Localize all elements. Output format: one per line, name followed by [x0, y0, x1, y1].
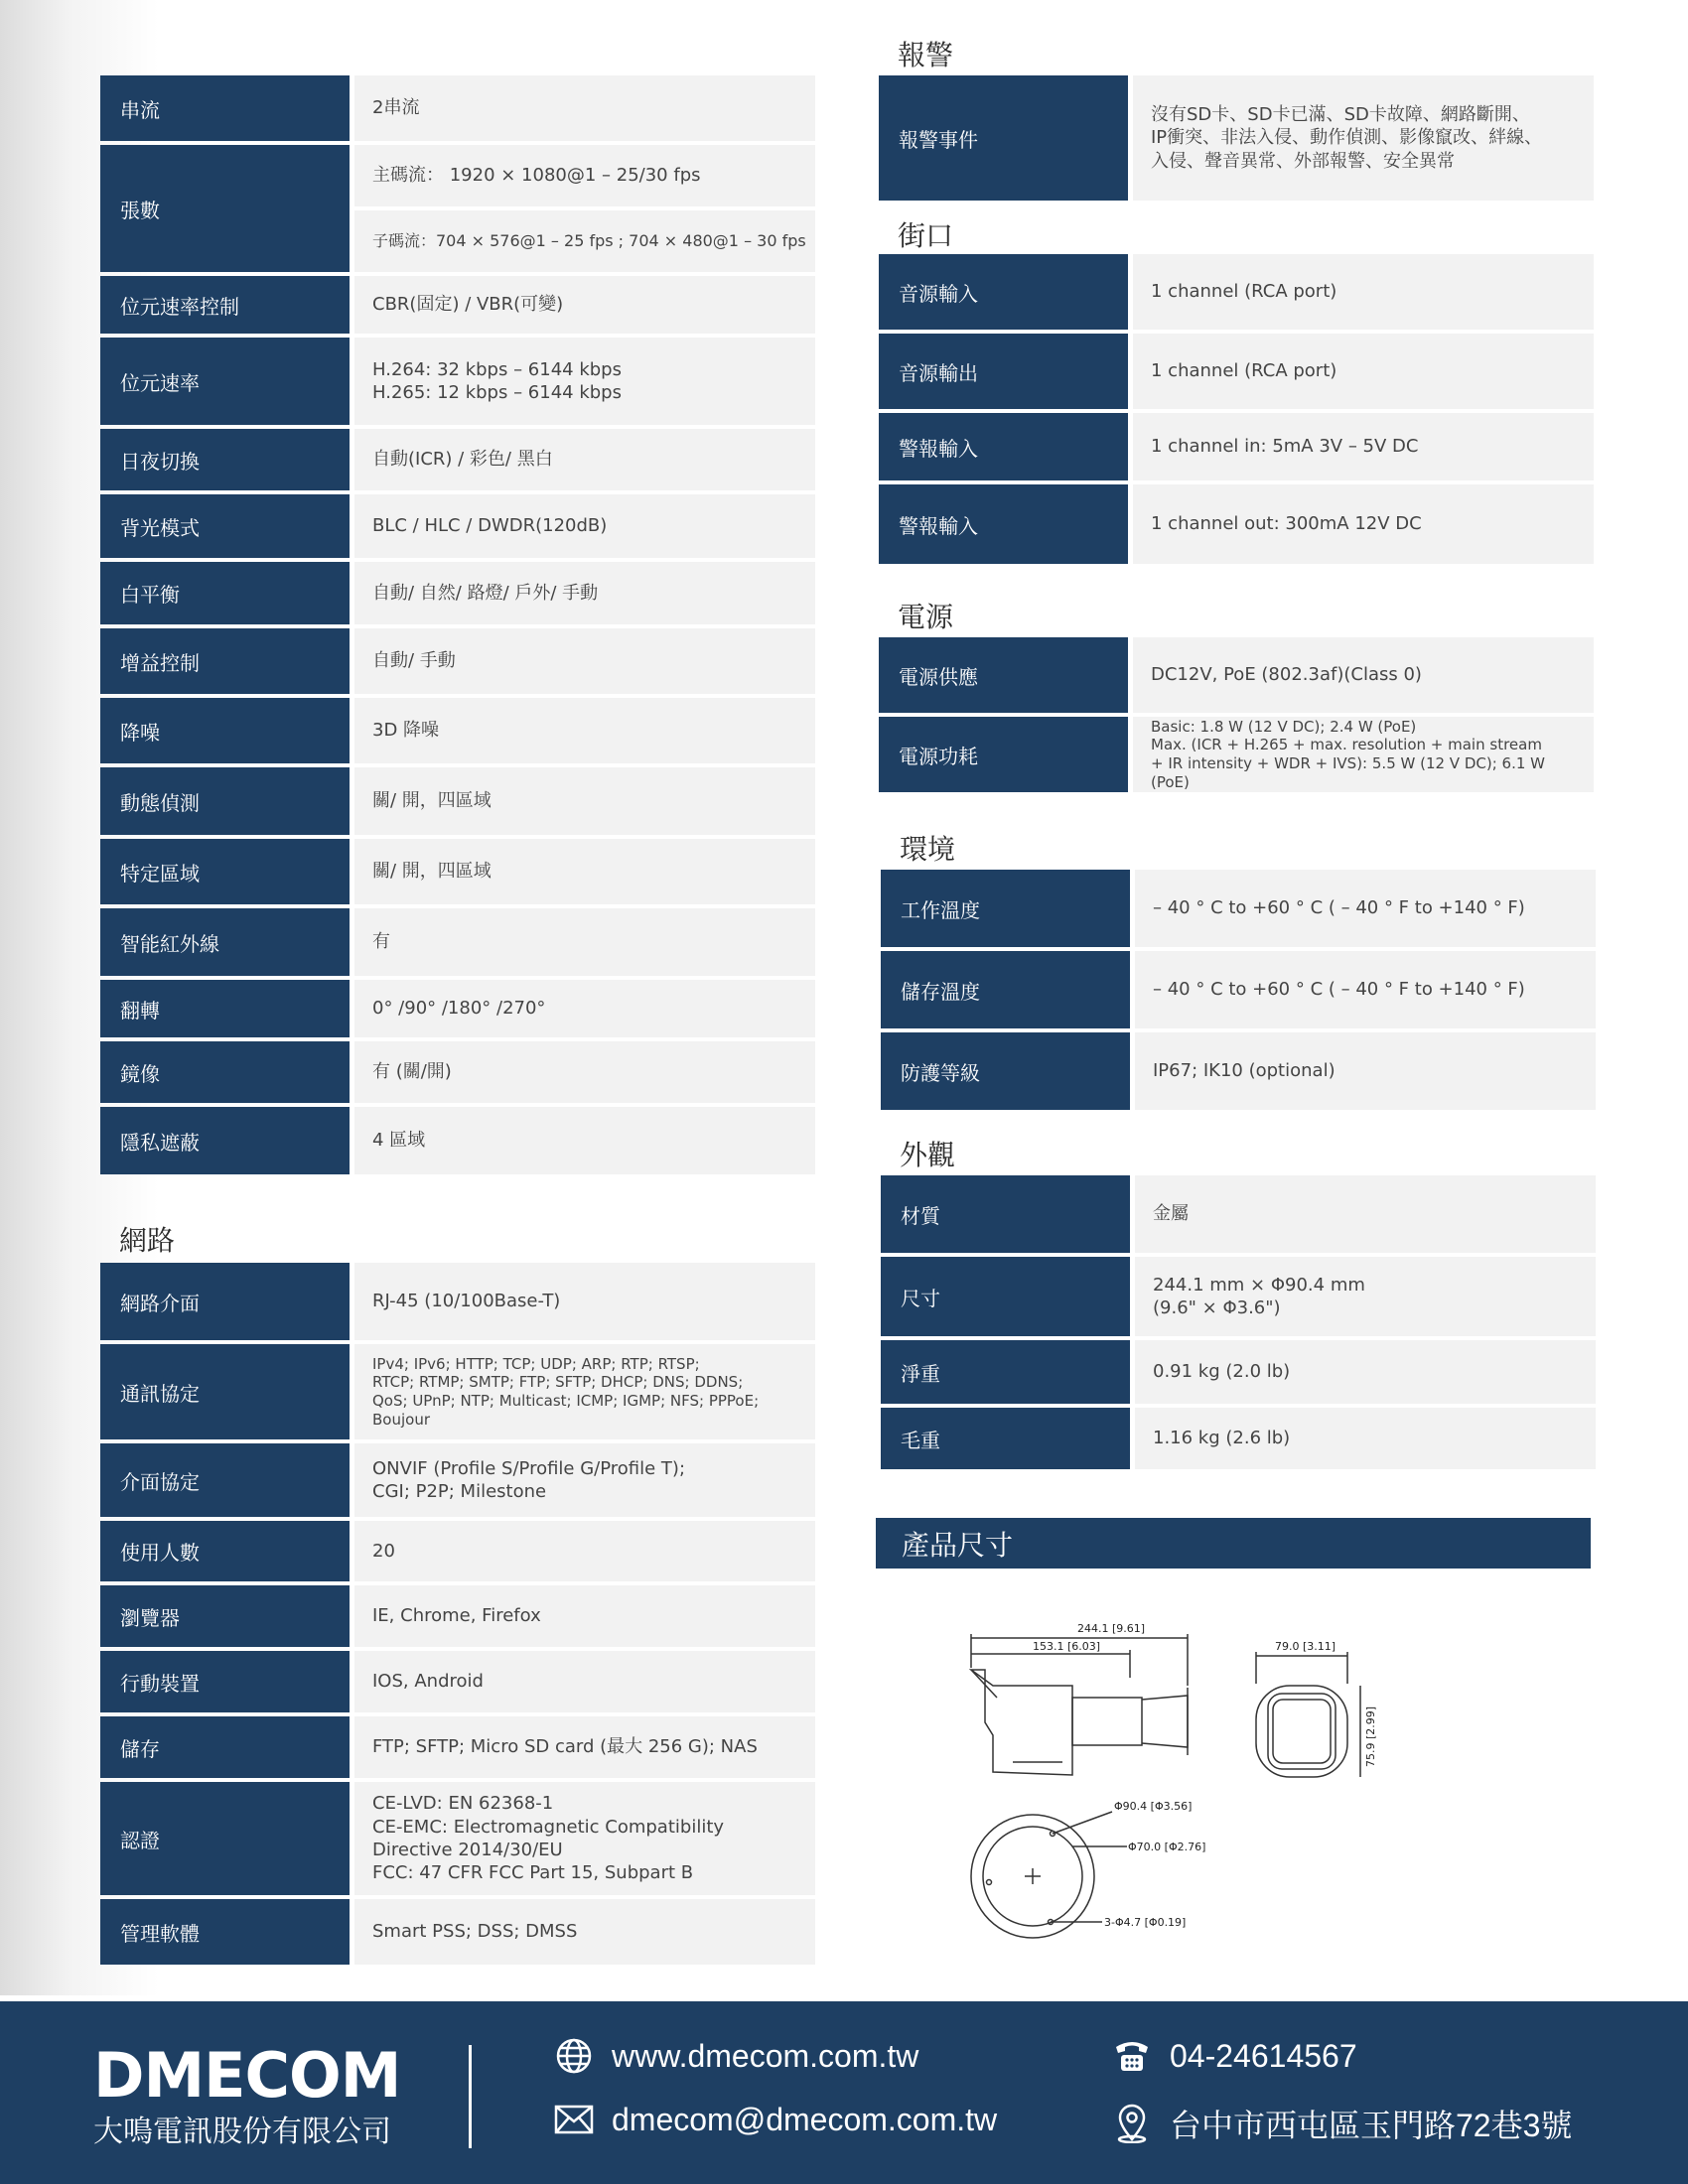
spec-value: CBR(固定) / VBR(可變)	[354, 276, 815, 334]
spec-line: (9.6" × Φ3.6")	[1153, 1297, 1281, 1318]
spec-row	[100, 1521, 815, 1581]
spec-label: 行動裝置	[100, 1651, 350, 1712]
section-heading-power: 電源	[898, 601, 954, 633]
spec-row	[881, 1257, 1596, 1336]
spec-label: 智能紅外線	[100, 908, 350, 976]
spec-value: 20	[354, 1521, 815, 1581]
spec-row	[879, 637, 1594, 713]
spec-subvalue: 主碼流： 1920 × 1080@1 – 25/30 fps	[354, 145, 815, 206]
spec-row	[879, 413, 1594, 480]
spec-value	[1135, 1257, 1596, 1336]
spec-line: Max. (ICR + H.265 + max. resolution + main stream	[1151, 736, 1542, 754]
spec-row	[100, 429, 815, 490]
spec-label: 報警事件	[879, 75, 1128, 201]
spec-row	[879, 717, 1594, 792]
spec-value: 1 channel in: 5mA 3V – 5V DC	[1133, 413, 1594, 480]
phone-contact[interactable]	[1110, 2037, 1357, 2075]
spec-label: 降噪	[100, 698, 350, 763]
spec-label: 音源輸入	[879, 254, 1128, 330]
spec-row	[879, 75, 1594, 201]
spec-label: 材質	[881, 1175, 1130, 1253]
spec-line: FCC: 47 CFR FCC Part 15, Subpart B	[372, 1862, 694, 1884]
spec-row	[100, 276, 815, 334]
address-text: 台中市西屯區玉門路72巷3號	[1170, 2108, 1573, 2143]
mail-icon	[552, 2101, 596, 2138]
dim-label-base-dia: Φ90.4 [Φ3.56]	[1114, 1800, 1193, 1813]
spec-value: 0° /90° /180° /270°	[354, 980, 815, 1037]
video-spec-table	[100, 75, 815, 1178]
spec-label: 音源輸出	[879, 334, 1128, 409]
spec-row	[881, 1408, 1596, 1469]
spec-label: 翻轉	[100, 980, 350, 1037]
spec-value: – 40 ° C to +60 ° C ( – 40 ° F to +140 ° F)	[1135, 870, 1596, 947]
website-link[interactable]: www.dmecom.com.tw	[612, 2037, 919, 2074]
spec-line: Directive 2014/30/EU	[372, 1840, 563, 1860]
spec-value: IE, Chrome, Firefox	[354, 1585, 815, 1647]
spec-label: 瀏覽器	[100, 1585, 350, 1647]
spec-label: 電源功耗	[879, 717, 1128, 792]
product-dimension-drawing	[953, 1608, 1509, 1946]
spec-label: 串流	[100, 75, 350, 141]
spec-row	[100, 980, 815, 1037]
camera-bracket	[1142, 1696, 1188, 1747]
location-pin-icon	[1110, 2105, 1154, 2142]
dim-label-front-height: 75.9 [2.99]	[1364, 1706, 1377, 1767]
spec-label: 鏡像	[100, 1041, 350, 1103]
spec-subvalue: 子碼流：704 × 576@1 – 25 fps ; 704 × 480@1 – 30 fps	[354, 210, 815, 272]
spec-label: 位元速率控制	[100, 276, 350, 334]
alarm-spec-table	[879, 75, 1594, 205]
dim-label-total: 244.1 [9.61]	[1077, 1622, 1146, 1635]
spec-value	[354, 338, 815, 425]
spec-row	[100, 1782, 815, 1895]
spec-label: 背光模式	[100, 494, 350, 558]
spec-label: 防護等級	[881, 1032, 1130, 1110]
spec-label: 毛重	[881, 1408, 1130, 1469]
spec-value	[354, 1344, 815, 1439]
spec-line: CGI; P2P; Milestone	[372, 1481, 547, 1502]
spec-value: 自動/ 自然/ 路燈/ 戶外/ 手動	[354, 562, 815, 624]
spec-label: 日夜切換	[100, 429, 350, 490]
spec-value: 1.16 kg (2.6 lb)	[1135, 1408, 1596, 1469]
spec-value: 0.91 kg (2.0 lb)	[1135, 1340, 1596, 1404]
spec-value: 1 channel (RCA port)	[1133, 334, 1594, 409]
dim-label-front-width: 79.0 [3.11]	[1275, 1640, 1336, 1653]
website-contact[interactable]	[552, 2037, 918, 2075]
spec-value: FTP; SFTP; Micro SD card (最大 256 G); NAS	[354, 1716, 815, 1778]
spec-row	[100, 1651, 815, 1712]
spec-row	[881, 1032, 1596, 1110]
spec-value: 關/ 開，四區域	[354, 839, 815, 904]
spec-label: 工作溫度	[881, 870, 1130, 947]
spec-line: RTCP; RTMP; SMTP; FTP; SFTP; DHCP; DNS; DDNS;	[372, 1373, 744, 1392]
spec-label: 網路介面	[100, 1263, 350, 1340]
spec-line: IPv4; IPv6; HTTP; TCP; UDP; ARP; RTP; RTSP;	[372, 1354, 700, 1373]
spec-label: 警報輸入	[879, 484, 1128, 564]
spec-line: Basic: 1.8 W (12 V DC); 2.4 W (PoE)	[1151, 717, 1417, 736]
dimensions-heading-bar	[876, 1518, 1591, 1569]
spec-value	[1133, 717, 1594, 792]
spec-row	[100, 908, 815, 976]
spec-line: QoS; UPnP; NTP; Multicast; ICMP; IGMP; NFS; PPPoE;	[372, 1392, 760, 1410]
dimensions-heading: 產品尺寸	[902, 1528, 1014, 1562]
spec-label: 電源供應	[879, 637, 1128, 713]
company-name: 大鳴電訊股份有限公司	[93, 2115, 391, 2149]
spec-label: 介面協定	[100, 1443, 350, 1517]
spec-row	[100, 1263, 815, 1340]
spec-line: H.264: 32 kbps – 6144 kbps	[372, 358, 622, 380]
spec-value: 2串流	[354, 75, 815, 141]
camera-front-lens-area	[1268, 1694, 1336, 1769]
dim-label-hole-circle: Φ70.0 [Φ2.76]	[1128, 1841, 1206, 1853]
spec-line: IP衝突、非法入侵、動作偵測、影像竄改、絆線、	[1151, 127, 1543, 149]
spec-label: 管理軟體	[100, 1899, 350, 1965]
spec-line: ONVIF (Profile S/Profile G/Profile T);	[372, 1457, 686, 1479]
spec-label: 淨重	[881, 1340, 1130, 1404]
spec-value: 有 (關/開)	[354, 1041, 815, 1103]
spec-label: 白平衡	[100, 562, 350, 624]
spec-value: 4 區域	[354, 1107, 815, 1174]
spec-row	[100, 75, 815, 141]
power-spec-table	[879, 637, 1594, 796]
spec-label: 儲存溫度	[881, 951, 1130, 1028]
spec-line: 244.1 mm × Φ90.4 mm	[1153, 1274, 1365, 1296]
spec-row	[100, 145, 815, 272]
spec-label: 特定區域	[100, 839, 350, 904]
spec-row	[879, 334, 1594, 409]
spec-row	[100, 1899, 815, 1965]
spec-line: CE-LVD: EN 62368-1	[372, 1793, 554, 1815]
spec-value: 關/ 開，四區域	[354, 767, 815, 835]
spec-row	[100, 1443, 815, 1517]
spec-value: 有	[354, 908, 815, 976]
spec-label: 通訊協定	[100, 1344, 350, 1439]
spec-label: 張數	[100, 145, 350, 272]
footer-divider	[469, 2045, 472, 2148]
spec-label: 增益控制	[100, 628, 350, 694]
spec-label: 動態偵測	[100, 767, 350, 835]
spec-label: 位元速率	[100, 338, 350, 425]
spec-value: – 40 ° C to +60 ° C ( – 40 ° F to +140 ° F)	[1135, 951, 1596, 1028]
spec-value	[354, 1443, 815, 1517]
spec-row	[100, 1107, 815, 1174]
spec-label: 隱私遮蔽	[100, 1107, 350, 1174]
camera-hood-line	[971, 1670, 997, 1698]
spec-value: 1 channel (RCA port)	[1133, 254, 1594, 330]
spec-row	[100, 1041, 815, 1103]
brand-logo: DMECOM	[93, 2039, 401, 2112]
spec-row	[100, 767, 815, 835]
section-heading-appearance: 外觀	[900, 1139, 956, 1171]
spec-row	[100, 1585, 815, 1647]
spec-row	[100, 839, 815, 904]
spec-row	[100, 338, 815, 425]
spec-line: H.265: 12 kbps – 6144 kbps	[372, 382, 622, 403]
spec-value	[354, 1782, 815, 1895]
section-heading-network: 網路	[119, 1224, 176, 1257]
phone-icon	[1110, 2037, 1154, 2075]
address-contact	[1110, 2101, 1572, 2146]
spec-value: 自動(ICR) / 彩色/ 黑白	[354, 429, 815, 490]
spec-label: 使用人數	[100, 1521, 350, 1581]
section-heading-ports: 街口	[898, 219, 954, 252]
email-contact[interactable]	[552, 2101, 997, 2138]
spec-value: 自動/ 手動	[354, 628, 815, 694]
spec-value: Smart PSS; DSS; DMSS	[354, 1899, 815, 1965]
spec-row	[100, 1716, 815, 1778]
spec-label: 尺寸	[881, 1257, 1130, 1336]
network-spec-table	[100, 1263, 815, 1969]
environment-spec-table	[881, 870, 1596, 1114]
globe-icon	[552, 2037, 596, 2075]
spec-label: 儲存	[100, 1716, 350, 1778]
spec-value	[354, 145, 815, 272]
camera-rear-body	[1072, 1698, 1142, 1745]
spec-row	[100, 1344, 815, 1439]
section-heading-alarm: 報警	[898, 39, 954, 71]
spec-value: 3D 降噪	[354, 698, 815, 763]
email-link[interactable]: dmecom@dmecom.com.tw	[612, 2101, 998, 2137]
spec-row	[881, 1340, 1596, 1404]
spec-value: IP67; IK10 (optional)	[1135, 1032, 1596, 1110]
spec-label: 警報輸入	[879, 413, 1128, 480]
spec-value: 金屬	[1135, 1175, 1596, 1253]
spec-line: CE-EMC: Electromagnetic Compatibility	[372, 1816, 725, 1838]
section-heading-environment: 環境	[900, 833, 956, 866]
spec-line: Boujour	[372, 1410, 430, 1429]
dim-label-body: 153.1 [6.03]	[1033, 1640, 1101, 1653]
spec-value	[1133, 75, 1594, 201]
appearance-spec-table	[881, 1175, 1596, 1473]
spec-row	[100, 698, 815, 763]
ports-spec-table	[879, 254, 1594, 568]
spec-row	[879, 254, 1594, 330]
spec-row	[879, 484, 1594, 564]
spec-line: 沒有SD卡、SD卡已滿、SD卡故障、網路斷開、	[1151, 103, 1530, 125]
spec-value: BLC / HLC / DWDR(120dB)	[354, 494, 815, 558]
spec-line: + IR intensity + WDR + IVS): 5.5 W (12 V DC); 6.1 W (PoE)	[1151, 754, 1545, 791]
spec-row	[100, 562, 815, 624]
spec-row	[100, 628, 815, 694]
spec-value: IOS, Android	[354, 1651, 815, 1712]
phone-number[interactable]: 04-24614567	[1170, 2037, 1357, 2074]
spec-value: 1 channel out: 300mA 12V DC	[1133, 484, 1594, 564]
spec-value: DC12V, PoE (802.3af)(Class 0)	[1133, 637, 1594, 713]
spec-row	[881, 870, 1596, 947]
spec-line: 入侵、聲音異常、外部報警、安全異常	[1151, 150, 1455, 172]
spec-value: RJ-45 (10/100Base-T)	[354, 1263, 815, 1340]
spec-row	[881, 951, 1596, 1028]
spec-row	[881, 1175, 1596, 1253]
dim-label-holes: 3-Φ4.7 [Φ0.19]	[1104, 1916, 1187, 1929]
spec-label: 認證	[100, 1782, 350, 1895]
spec-row	[100, 494, 815, 558]
